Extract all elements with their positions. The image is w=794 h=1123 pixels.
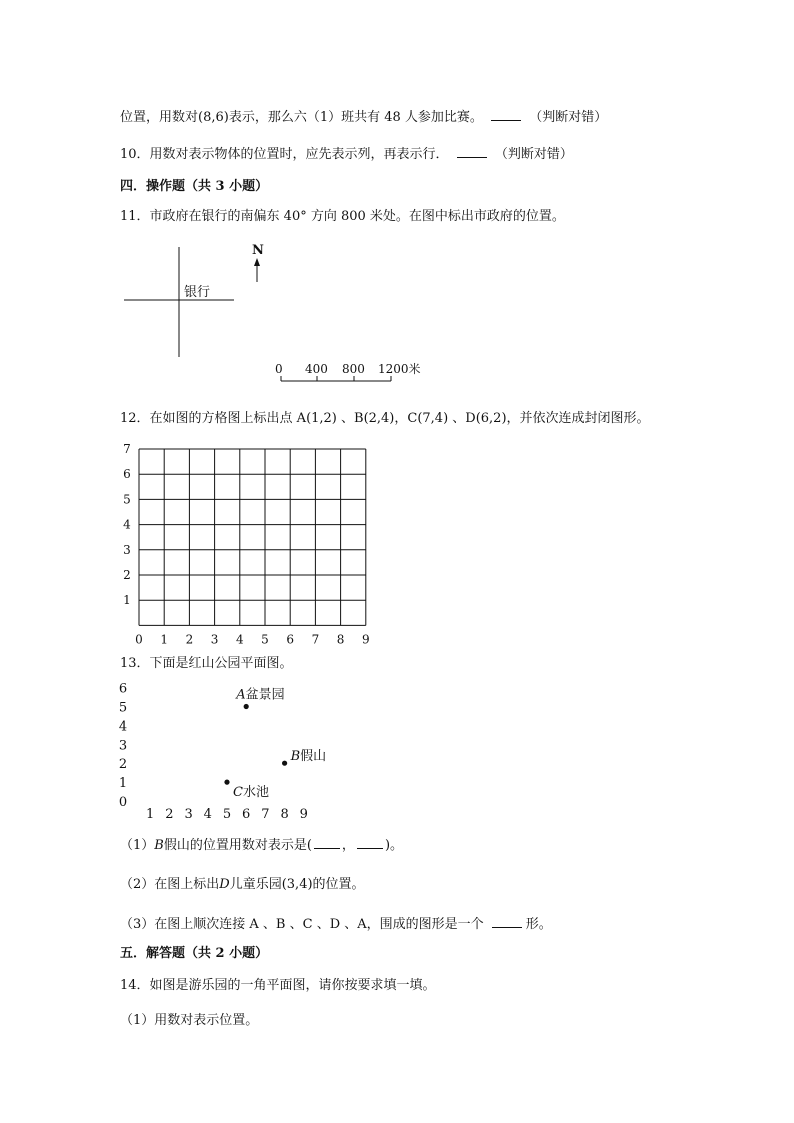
park-x-tick-label: 5	[222, 807, 232, 822]
q13-sub1-blank-x[interactable]	[314, 836, 340, 849]
grid-y-tick-label: 4	[123, 517, 131, 532]
grid-x-tick-label: 5	[261, 632, 269, 647]
park-point-name: 假山	[300, 749, 327, 765]
grid-y-tick-label: 5	[123, 492, 131, 507]
grid-x-tick-label: 7	[311, 632, 320, 647]
park-x-tick-label: 3	[184, 807, 193, 822]
park-x-tick-label: 2	[165, 807, 174, 822]
q11-north-label: N	[252, 243, 264, 258]
grid-y-tick-label: 6	[123, 467, 131, 482]
park-x-tick-label: 4	[203, 807, 212, 822]
section4-title: 四．操作题（共 3 小题）	[120, 179, 269, 194]
section5-title: 五．解答题（共 2 小题）	[120, 946, 269, 961]
park-point-name: 水池	[242, 785, 269, 801]
q13-sub1-line	[120, 836, 403, 855]
q13-sub2-letter: D	[219, 877, 230, 892]
q13-sub1-close: )。	[384, 838, 404, 853]
park-y-tick-label: 3	[118, 738, 128, 754]
grid-y-tick-label: 1	[123, 593, 131, 608]
q13-sub1-blank-y[interactable]	[357, 836, 383, 849]
grid-y-tick-label: 2	[123, 568, 131, 582]
grid-x-tick-label: 8	[336, 632, 345, 647]
park-y-tick-label: 4	[118, 719, 128, 735]
grid-y-tick-label: 3	[123, 542, 131, 557]
grid-x-tick-label: 4	[235, 632, 244, 647]
q13-sub1-comma: ，	[341, 838, 355, 853]
park-y-tick-label: 0	[118, 795, 128, 810]
park-point-a	[244, 704, 249, 709]
q9-suffix: （判断对错）	[529, 110, 608, 125]
park-x-tick-label: 1	[146, 807, 155, 822]
park-point-b	[282, 761, 287, 766]
q11-scale-label: 0	[275, 362, 283, 376]
park-point-label	[235, 688, 284, 703]
q11-bank-label: 银行	[184, 285, 211, 300]
q14-text: 14．如图是游乐园的一角平面图，请你按要求填一填。	[120, 978, 436, 993]
park-x-tick-label: 7	[261, 807, 270, 822]
q13-sub3-suffix: 形。	[525, 917, 552, 932]
q13-sub2-text: 儿童乐园(3,4)的位置。	[229, 877, 365, 892]
q11-scale-label: 800	[342, 362, 365, 376]
park-x-tick-label: 9	[299, 807, 308, 822]
park-point-letter: C	[233, 785, 243, 801]
grid-x-tick-label: 6	[286, 632, 295, 647]
q13-sub1-text: 假山的位置用数对表示是(	[163, 838, 312, 853]
q11-scale-label: 1200米	[378, 362, 421, 376]
park-y-tick-label: 6	[118, 681, 128, 697]
q13-sub3-line	[120, 915, 552, 934]
q11-scale-label: 400	[305, 362, 328, 376]
park-point-letter: A	[236, 687, 246, 703]
park-x-tick-label: 8	[280, 807, 289, 822]
grid-x-tick-label: 2	[185, 632, 194, 647]
park-y-tick-label: 1	[118, 776, 128, 792]
q13-sub2-line	[120, 876, 365, 894]
q9-text: 位置，用数对(8,6)表示，那么六（1）班共有 48 人参加比赛。	[120, 110, 483, 125]
grid-x-tick-label: 9	[361, 632, 370, 647]
grid-x-tick-label: 3	[210, 632, 219, 647]
park-x-tick-label: 6	[242, 807, 251, 822]
grid-x-tick-label: 0	[135, 632, 143, 647]
q12-text: 12．在如图的方格图上标出点 A(1,2) 、B(2,4)，C(7,4) 、D(6,2)，并依次连成封闭图形。	[120, 411, 650, 426]
park-y-tick-label: 2	[118, 757, 128, 773]
q10-text: 10．用数对表示物体的位置时，应先表示列，再表示行．	[120, 147, 449, 162]
q13-sub1-prefix: （1）	[120, 838, 155, 853]
park-y-tick-label: 5	[118, 700, 128, 716]
q13-sub3-blank[interactable]	[492, 915, 522, 928]
q14-sub1-text: （1）用数对表示位置。	[120, 1013, 259, 1028]
q13-sub3-text: （3）在图上顺次连接 A 、B 、C 、D 、A，围成的图形是一个	[120, 917, 484, 932]
park-point-name: 盆景园	[245, 687, 285, 703]
q13-sub1-letter: B	[154, 838, 164, 853]
park-point-letter: B	[290, 749, 301, 765]
q11-text: 11．市政府在银行的南偏东 40° 方向 800 米处。在图中标出市政府的位置。	[120, 209, 565, 224]
q13-sub2-prefix: （2）在图上标出	[120, 877, 220, 892]
grid-x-tick-label: 1	[160, 632, 169, 647]
park-point-c	[224, 780, 229, 785]
q13-text: 13．下面是红山公园平面图。	[120, 656, 293, 671]
q10-suffix: （判断对错）	[494, 147, 573, 162]
park-point-label	[290, 749, 327, 764]
grid-y-tick-label: 7	[123, 442, 131, 456]
park-point-label	[233, 784, 269, 800]
